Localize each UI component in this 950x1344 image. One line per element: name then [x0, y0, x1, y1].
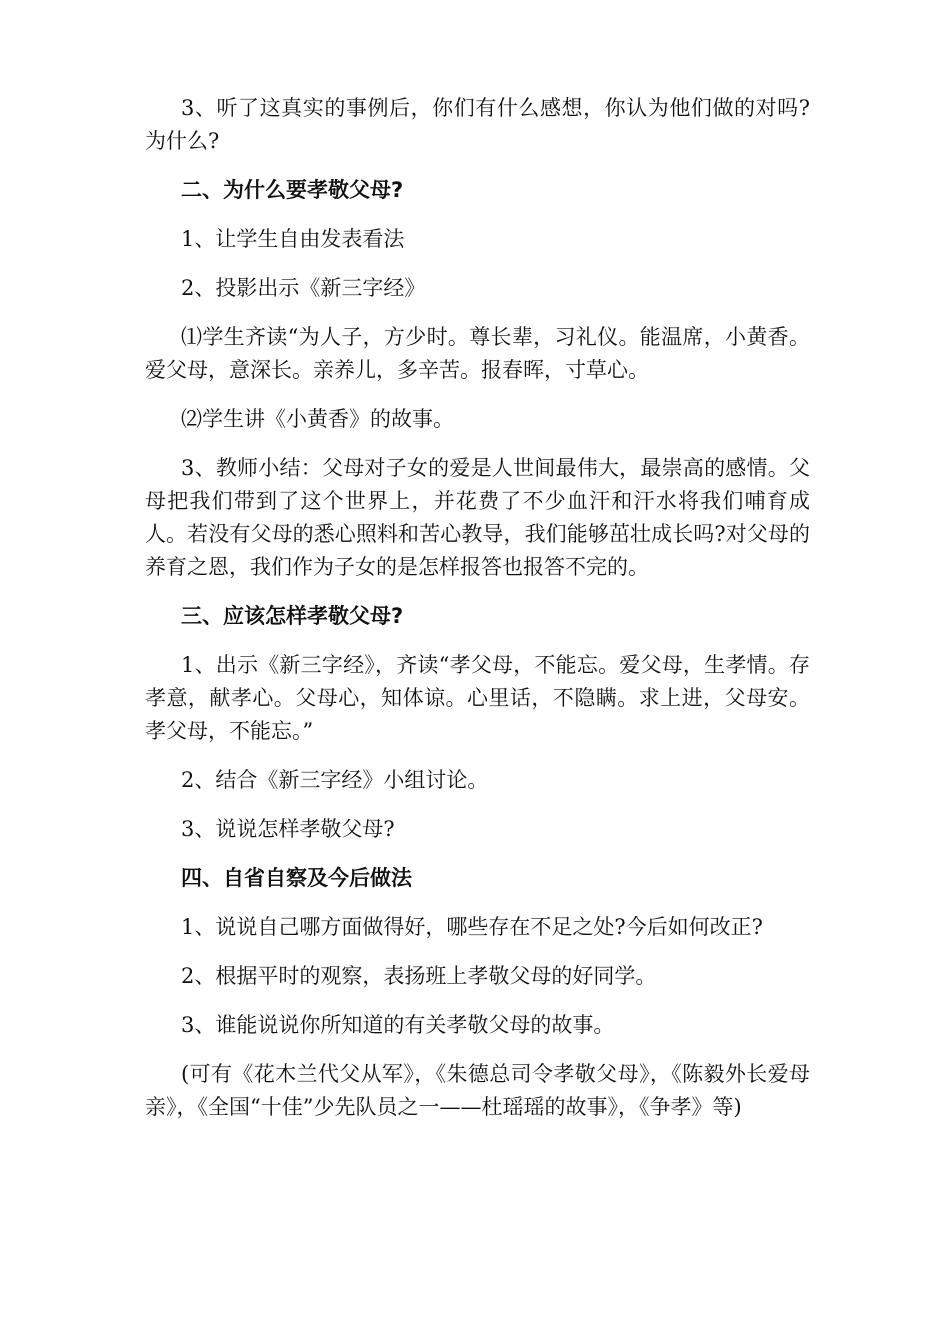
- paragraph-recitation-2: 1、出示《新三字经》，齐读“孝父母，不能忘。爱父母，生孝情。存孝意，献孝心。父母心，知体谅。心里话，不隐瞒。求上进，父母安。孝父母，不能忘。”: [145, 653, 810, 743]
- section-heading-why-filial: 二、为什么要孝敬父母?: [181, 178, 404, 202]
- paragraph-recitation-1: ⑴学生齐读“为人子，方少时。尊长辈，习礼仪。能温席，小黄香。爱父母，意深长。亲养儿，多辛苦。报春晖，寸草心。: [145, 325, 810, 382]
- paragraph-story-examples: (可有《花木兰代父从军》，《朱德总司令孝敬父母》，《陈毅外长爱母亲》，《全国“十佳”少先队员之一——杜瑶瑶的故事》，《争孝》等): [145, 1062, 810, 1119]
- document-page: [145, 92, 810, 1138]
- paragraph-self-assessment: 1、说说自己哪方面做得好，哪些存在不足之处?今后如何改正?: [181, 915, 763, 939]
- paragraph-projection: 2、投影出示《新三字经》: [181, 276, 426, 300]
- paragraph-reflection-question: 3、听了这真实的事例后，你们有什么感想，你认为他们做的对吗?为什么?: [145, 96, 810, 153]
- paragraph-share-stories: 3、谁能说说你所知道的有关孝敬父母的故事。: [181, 1013, 615, 1037]
- paragraph-praise-classmates: 2、根据平时的观察，表扬班上孝敬父母的好同学。: [181, 964, 657, 988]
- section-heading-self-reflection: 四、自省自察及今后做法: [181, 866, 412, 890]
- paragraph-free-discussion: 1、让学生自由发表看法: [181, 227, 405, 251]
- paragraph-huang-xiang-story: ⑵学生讲《小黄香》的故事。: [181, 407, 454, 431]
- paragraph-teacher-summary: 3、教师小结：父母对子女的爱是人世间最伟大，最崇高的感情。父母把我们带到了这个世界上，并花费了不少血汗和汗水将我们哺育成人。若没有父母的悉心照料和苦心教导，我们能够茁壮成长吗?对父母的养育之恩，我们作为子女的是怎样报答也报答不完的。: [145, 456, 810, 579]
- paragraph-how-to-honor: 3、说说怎样孝敬父母?: [181, 817, 395, 841]
- paragraph-group-discussion: 2、结合《新三字经》小组讨论。: [181, 768, 489, 792]
- section-heading-how-filial: 三、应该怎样孝敬父母?: [181, 604, 404, 628]
